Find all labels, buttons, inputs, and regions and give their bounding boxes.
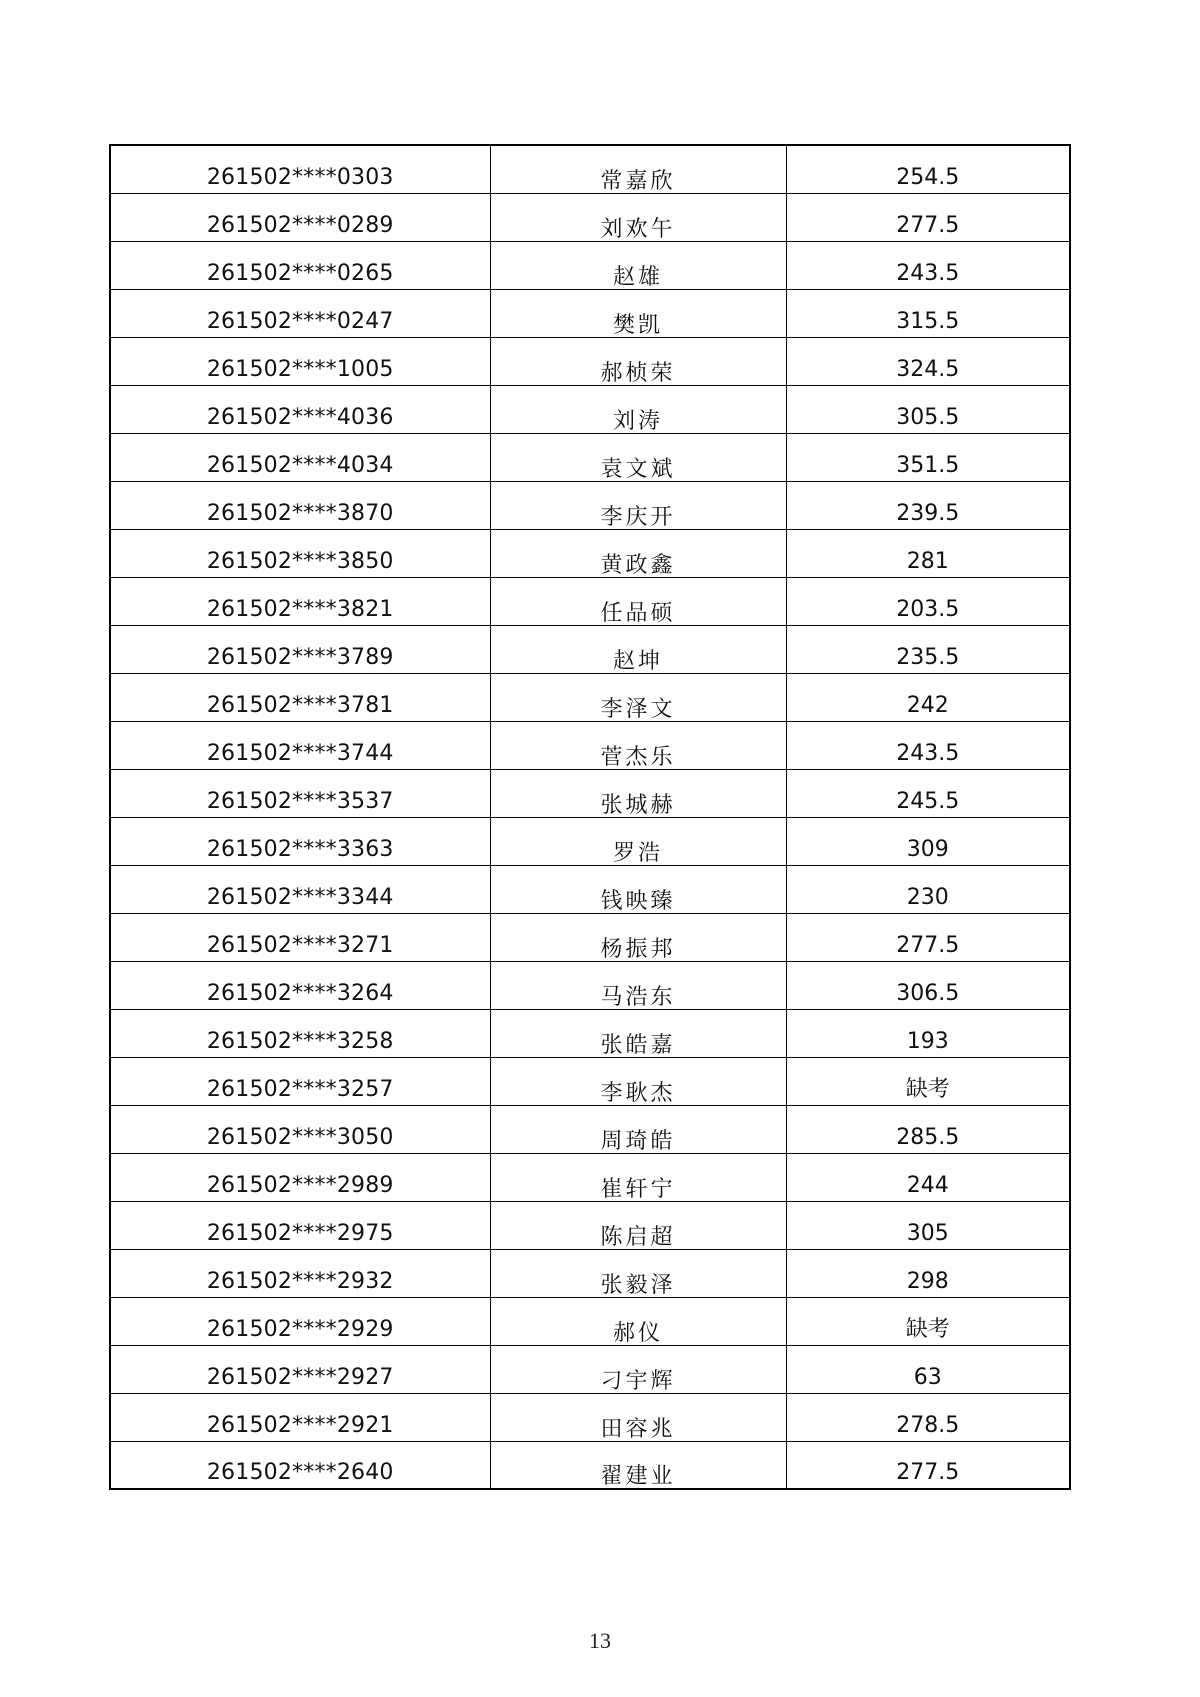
candidate-name-cell: 崔轩宁 <box>490 1153 786 1201</box>
score-cell: 277.5 <box>786 1441 1070 1489</box>
candidate-id-cell: 261502****3789 <box>110 625 490 673</box>
table-row <box>110 577 1070 625</box>
candidate-name-cell: 刘涛 <box>490 385 786 433</box>
score-cell: 254.5 <box>786 145 1070 193</box>
candidate-id-cell: 261502****2927 <box>110 1345 490 1393</box>
candidate-id-cell: 261502****3271 <box>110 913 490 961</box>
candidate-name-cell: 樊凯 <box>490 289 786 337</box>
candidate-name-cell: 郝仪 <box>490 1297 786 1345</box>
score-cell: 缺考 <box>786 1297 1070 1345</box>
score-table <box>109 144 1071 1490</box>
table-row <box>110 433 1070 481</box>
table-row <box>110 481 1070 529</box>
table-row <box>110 961 1070 1009</box>
candidate-name-cell: 刁宇辉 <box>490 1345 786 1393</box>
score-cell: 278.5 <box>786 1393 1070 1441</box>
score-table-body <box>110 145 1070 1489</box>
candidate-name-cell: 陈启超 <box>490 1201 786 1249</box>
candidate-id-cell: 261502****3821 <box>110 577 490 625</box>
table-row <box>110 1297 1070 1345</box>
table-row <box>110 193 1070 241</box>
table-row <box>110 817 1070 865</box>
score-cell: 243.5 <box>786 721 1070 769</box>
table-row <box>110 145 1070 193</box>
candidate-id-cell: 261502****2929 <box>110 1297 490 1345</box>
table-row <box>110 1153 1070 1201</box>
score-cell: 245.5 <box>786 769 1070 817</box>
candidate-id-cell: 261502****3850 <box>110 529 490 577</box>
table-row <box>110 289 1070 337</box>
candidate-id-cell: 261502****4034 <box>110 433 490 481</box>
candidate-id-cell: 261502****0247 <box>110 289 490 337</box>
score-cell: 203.5 <box>786 577 1070 625</box>
candidate-id-cell: 261502****3344 <box>110 865 490 913</box>
candidate-id-cell: 261502****3264 <box>110 961 490 1009</box>
candidate-id-cell: 261502****2640 <box>110 1441 490 1489</box>
score-cell: 281 <box>786 529 1070 577</box>
candidate-name-cell: 任品硕 <box>490 577 786 625</box>
candidate-name-cell: 李耿杰 <box>490 1057 786 1105</box>
table-row <box>110 1057 1070 1105</box>
score-cell: 309 <box>786 817 1070 865</box>
table-row <box>110 769 1070 817</box>
candidate-id-cell: 261502****4036 <box>110 385 490 433</box>
table-row <box>110 1009 1070 1057</box>
table-row <box>110 1105 1070 1153</box>
candidate-name-cell: 马浩东 <box>490 961 786 1009</box>
score-cell: 193 <box>786 1009 1070 1057</box>
table-row <box>110 1249 1070 1297</box>
table-row <box>110 529 1070 577</box>
candidate-id-cell: 261502****3744 <box>110 721 490 769</box>
page-number: 13 <box>589 1628 611 1653</box>
score-cell: 277.5 <box>786 913 1070 961</box>
candidate-id-cell: 261502****2932 <box>110 1249 490 1297</box>
candidate-name-cell: 菅杰乐 <box>490 721 786 769</box>
candidate-name-cell: 刘欢午 <box>490 193 786 241</box>
candidate-id-cell: 261502****3537 <box>110 769 490 817</box>
score-cell: 324.5 <box>786 337 1070 385</box>
candidate-name-cell: 郝桢荣 <box>490 337 786 385</box>
candidate-id-cell: 261502****2921 <box>110 1393 490 1441</box>
candidate-id-cell: 261502****3870 <box>110 481 490 529</box>
candidate-id-cell: 261502****3781 <box>110 673 490 721</box>
candidate-name-cell: 田容兆 <box>490 1393 786 1441</box>
candidate-name-cell: 赵雄 <box>490 241 786 289</box>
candidate-id-cell: 261502****0303 <box>110 145 490 193</box>
table-row <box>110 1441 1070 1489</box>
score-cell: 306.5 <box>786 961 1070 1009</box>
table-row <box>110 337 1070 385</box>
candidate-name-cell: 钱映臻 <box>490 865 786 913</box>
score-cell: 230 <box>786 865 1070 913</box>
candidate-name-cell: 张皓嘉 <box>490 1009 786 1057</box>
candidate-name-cell: 杨振邦 <box>490 913 786 961</box>
candidate-name-cell: 张城赫 <box>490 769 786 817</box>
candidate-name-cell: 李泽文 <box>490 673 786 721</box>
score-cell: 244 <box>786 1153 1070 1201</box>
score-cell: 298 <box>786 1249 1070 1297</box>
candidate-name-cell: 常嘉欣 <box>490 145 786 193</box>
candidate-name-cell: 罗浩 <box>490 817 786 865</box>
candidate-name-cell: 周琦皓 <box>490 1105 786 1153</box>
candidate-id-cell: 261502****0289 <box>110 193 490 241</box>
candidate-id-cell: 261502****3257 <box>110 1057 490 1105</box>
table-row <box>110 1393 1070 1441</box>
table-row <box>110 721 1070 769</box>
candidate-name-cell: 张毅泽 <box>490 1249 786 1297</box>
candidate-name-cell: 袁文斌 <box>490 433 786 481</box>
table-row <box>110 385 1070 433</box>
candidate-name-cell: 翟建业 <box>490 1441 786 1489</box>
candidate-id-cell: 261502****0265 <box>110 241 490 289</box>
table-row <box>110 1201 1070 1249</box>
candidate-id-cell: 261502****1005 <box>110 337 490 385</box>
score-cell: 242 <box>786 673 1070 721</box>
table-row <box>110 865 1070 913</box>
score-cell: 305.5 <box>786 385 1070 433</box>
score-cell: 63 <box>786 1345 1070 1393</box>
candidate-name-cell: 黄政鑫 <box>490 529 786 577</box>
score-cell: 305 <box>786 1201 1070 1249</box>
table-row <box>110 625 1070 673</box>
candidate-id-cell: 261502****3258 <box>110 1009 490 1057</box>
table-row <box>110 241 1070 289</box>
candidate-name-cell: 赵坤 <box>490 625 786 673</box>
table-row <box>110 673 1070 721</box>
candidate-id-cell: 261502****3363 <box>110 817 490 865</box>
candidate-id-cell: 261502****2989 <box>110 1153 490 1201</box>
score-cell: 315.5 <box>786 289 1070 337</box>
table-row <box>110 1345 1070 1393</box>
score-cell: 285.5 <box>786 1105 1070 1153</box>
candidate-id-cell: 261502****2975 <box>110 1201 490 1249</box>
score-cell: 缺考 <box>786 1057 1070 1105</box>
score-cell: 243.5 <box>786 241 1070 289</box>
candidate-id-cell: 261502****3050 <box>110 1105 490 1153</box>
score-cell: 277.5 <box>786 193 1070 241</box>
score-cell: 235.5 <box>786 625 1070 673</box>
candidate-name-cell: 李庆开 <box>490 481 786 529</box>
score-cell: 239.5 <box>786 481 1070 529</box>
table-row <box>110 913 1070 961</box>
score-cell: 351.5 <box>786 433 1070 481</box>
